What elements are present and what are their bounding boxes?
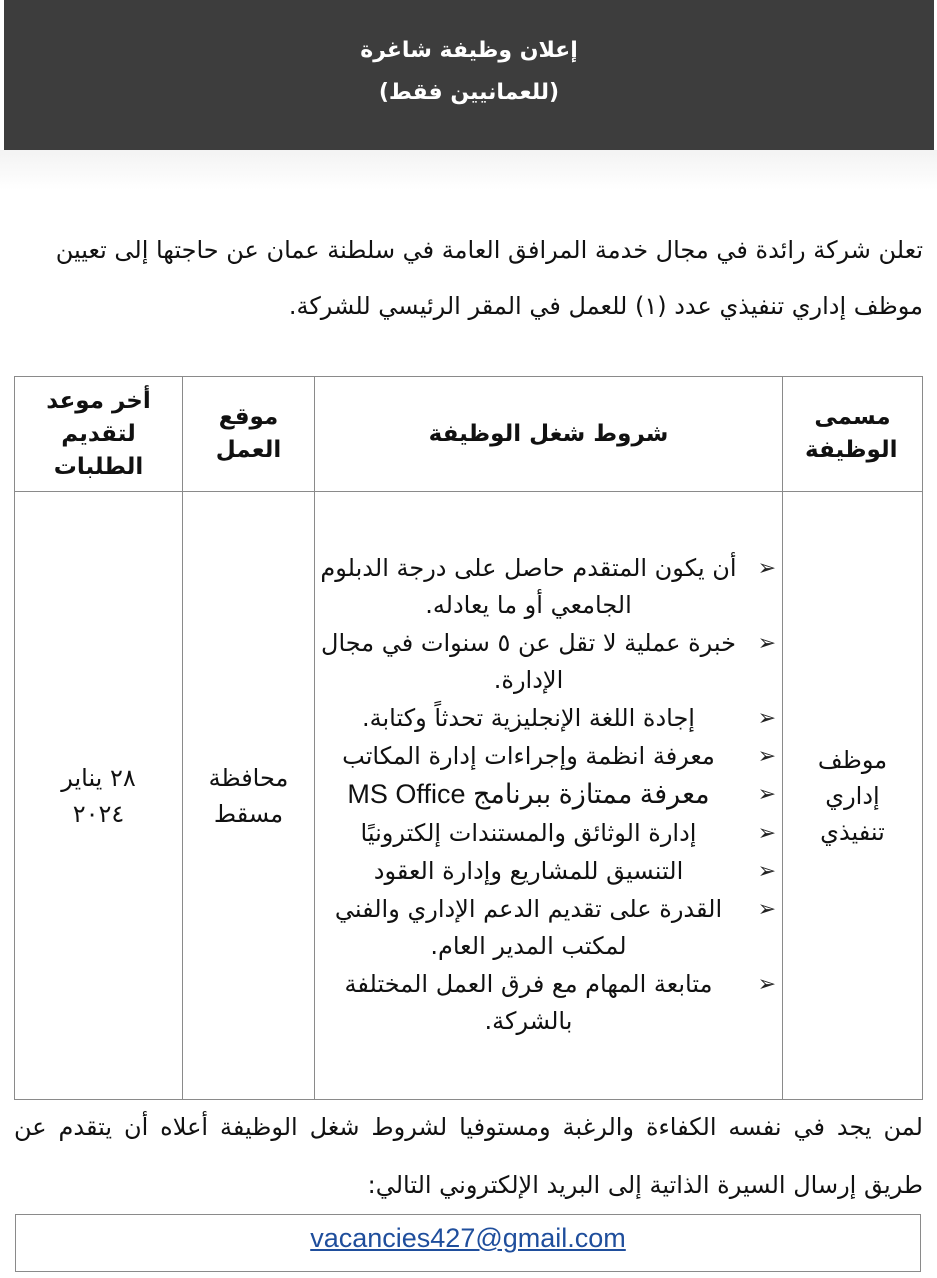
cell-requirements: [315, 492, 783, 1100]
table-row: [15, 492, 923, 1100]
header-shadow: [0, 150, 937, 190]
list-item: ➢ خبرة عملية لا تقل عن ٥ سنوات في مجال الإدارة.: [315, 625, 782, 699]
arrow-bullet-icon: ➢: [757, 897, 776, 922]
arrow-bullet-icon: ➢: [757, 821, 776, 846]
arrow-bullet-icon: ➢: [757, 556, 776, 581]
arrow-bullet-icon: ➢: [757, 972, 776, 997]
arrow-bullet-icon: ➢: [757, 782, 776, 807]
intro-paragraph: تعلن شركة رائدة في مجال خدمة المرافق العامة في سلطنة عمان عن حاجتها إلى تعيين موظف إداري تنفيذي عدد (١) للعمل في المقر الرئيسي للشركة.: [55, 236, 923, 320]
cell-deadline: ٢٨ يناير ٢٠٢٤: [15, 492, 183, 1100]
list-item: ➢ التنسيق للمشاريع وإدارة العقود: [315, 853, 782, 890]
list-item: ➢ متابعة المهام مع فرق العمل المختلفة بالشركة.: [315, 966, 782, 1040]
header-requirements: شروط شغل الوظيفة: [315, 377, 783, 492]
list-item: ➢ معرفة انظمة وإجراءات إدارة المكاتب: [315, 738, 782, 775]
email-link[interactable]: vacancies427@gmail.com: [310, 1223, 626, 1253]
header-deadline: أخر موعد لتقديم الطلبات: [15, 377, 183, 492]
cell-location: محافظة مسقط: [183, 492, 315, 1100]
requirements-list: [315, 550, 782, 1040]
announcement-title: إعلان وظيفة شاغرة: [360, 38, 578, 63]
list-item: ➢ إجادة اللغة الإنجليزية تحدثاً وكتابة.: [315, 700, 782, 737]
header-job-title: مسمى الوظيفة: [783, 377, 923, 492]
arrow-bullet-icon: ➢: [757, 631, 776, 656]
job-table: [14, 376, 923, 1100]
announcement-subtitle: (للعمانيين فقط): [378, 80, 560, 105]
table-header-row: [15, 377, 923, 492]
announcement-header: [4, 0, 934, 150]
arrow-bullet-icon: ➢: [757, 744, 776, 769]
list-item: ➢ إدارة الوثائق والمستندات إلكترونيًا: [315, 815, 782, 852]
closing-paragraph: لمن يجد في نفسه الكفاءة والرغبة ومستوفيا لشروط شغل الوظيفة أعلاه أن يتقدم عن طريق إرسال السيرة الذاتية إلى البريد الإلكتروني التالي:: [14, 1113, 923, 1199]
list-item: ➢ القدرة على تقديم الدعم الإداري والفني لمكتب المدير العام.: [315, 891, 782, 965]
arrow-bullet-icon: ➢: [757, 706, 776, 731]
email-box: [15, 1214, 921, 1272]
cell-job-title: موظف إداري تنفيذي: [783, 492, 923, 1100]
header-location: موقع العمل: [183, 377, 315, 492]
arrow-bullet-icon: ➢: [757, 859, 776, 884]
list-item: ➢ معرفة ممتازة ببرنامج MS Office: [315, 776, 782, 814]
list-item: ➢ أن يكون المتقدم حاصل على درجة الدبلوم الجامعي أو ما يعادله.: [315, 550, 782, 624]
